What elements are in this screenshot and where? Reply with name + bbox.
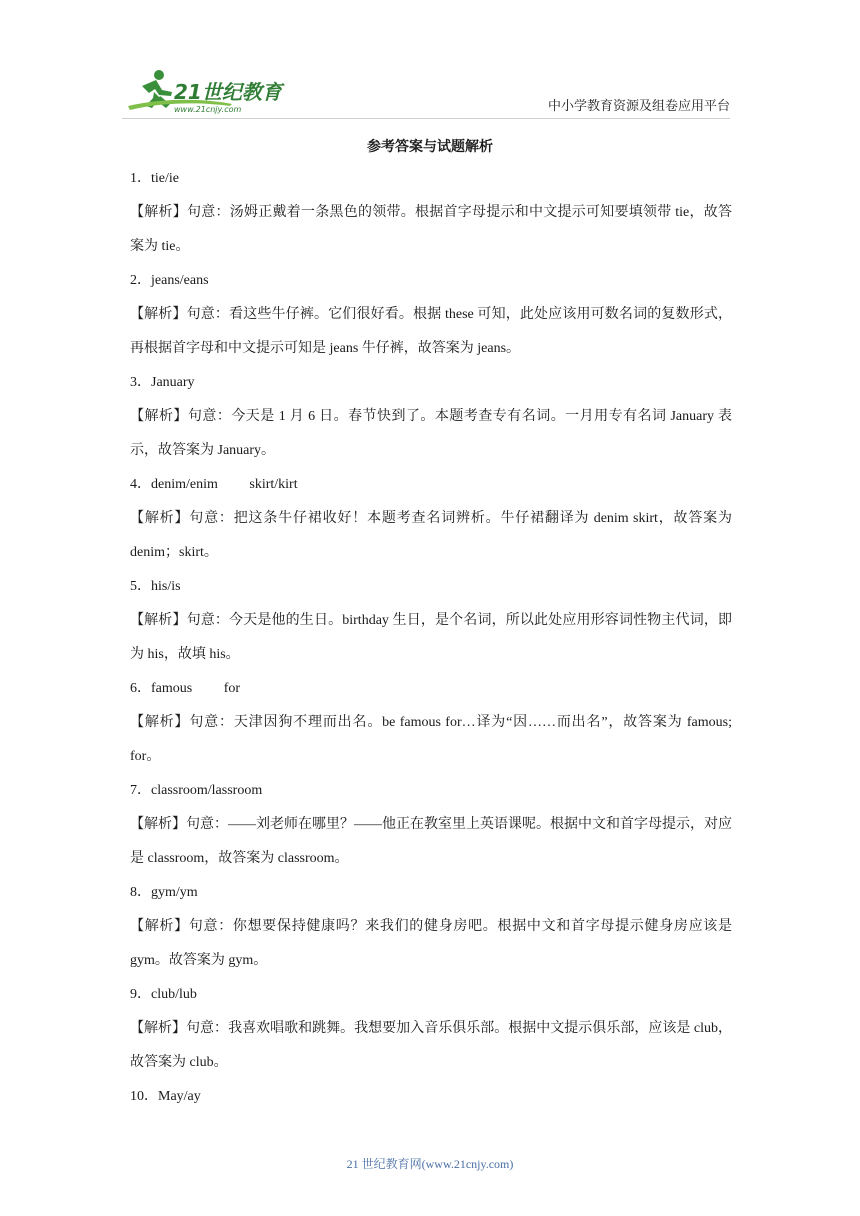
- explanation: 【解析】句意：天津因狗不理而出名。be famous for…译为“因……而出名”，故答案为 famous; for。: [130, 715, 732, 764]
- answer-key: 1．tie/ie: [130, 171, 179, 186]
- answer-item: [130, 264, 732, 366]
- platform-name: 中小学教育资源及组卷应用平台: [547, 99, 730, 114]
- answer-key: 3．January: [130, 375, 195, 390]
- svg-text:www.21cnjy.com: www.21cnjy.com: [174, 105, 242, 114]
- answer-key: 8．gym/ym: [130, 885, 198, 900]
- answer-key: 9．club/lub: [130, 987, 197, 1002]
- answer-key: 10．May/ay: [130, 1089, 201, 1104]
- answer-item: [130, 978, 732, 1080]
- answer-item: [130, 672, 732, 774]
- answer-list: [130, 162, 732, 1114]
- explanation: 【解析】句意：——刘老师在哪里？——他正在教室里上英语课呢。根据中文和首字母提示，对应是 classroom，故答案为 classroom。: [130, 817, 732, 866]
- explanation: 【解析】句意：你想要保持健康吗？来我们的健身房吧。根据中文和首字母提示健身房应该是 gym。故答案为 gym。: [130, 919, 732, 968]
- explanation: 【解析】句意：汤姆正戴着一条黑色的领带。根据首字母提示和中文提示可知要填领带 tie，故答案为 tie。: [130, 205, 732, 254]
- page-title: 参考答案与试题解析: [367, 139, 493, 155]
- answer-item: [130, 162, 732, 264]
- answer-key: 4．denim/enim skirt/kirt: [130, 477, 298, 492]
- explanation: 【解析】句意：今天是他的生日。birthday 生日，是个名词，所以此处应用形容词性物主代词，即为 his，故填 his。: [130, 613, 732, 662]
- answer-item: [130, 774, 732, 876]
- explanation: 【解析】句意：今天是 1 月 6 日。春节快到了。本题考查专有名词。一月用专有名词 January 表示，故答案为 January。: [130, 409, 732, 458]
- answer-item: [130, 366, 732, 468]
- answer-key: 2．jeans/eans: [130, 273, 209, 288]
- svg-text:21世纪教育: 21世纪教育: [174, 80, 282, 104]
- header-divider: [122, 118, 730, 119]
- answer-item: [130, 876, 732, 978]
- explanation: 【解析】句意：我喜欢唱歌和跳舞。我想要加入音乐俱乐部。根据中文提示俱乐部，应该是 club，故答案为 club。: [130, 1021, 732, 1070]
- answer-item: [130, 1080, 732, 1114]
- answer-item: [130, 468, 732, 570]
- site-logo: [122, 68, 292, 116]
- explanation: 【解析】句意：看这些牛仔裤。它们很好看。根据 these 可知，此处应该用可数名词的复数形式，再根据首字母和中文提示可知是 jeans 牛仔裤，故答案为 jeans。: [130, 307, 732, 356]
- answer-key: 5．his/is: [130, 579, 181, 594]
- answer-key: 6．famous for: [130, 681, 241, 696]
- page-header: [0, 0, 860, 124]
- answer-item: [130, 570, 732, 672]
- page-footer: 21 世纪教育网(www.21cnjy.com): [346, 1157, 514, 1171]
- explanation: 【解析】句意：把这条牛仔裙收好！本题考查名词辨析。牛仔裙翻译为 denim skirt，故答案为 denim；skirt。: [130, 511, 732, 560]
- answer-key: 7．classroom/lassroom: [130, 783, 263, 798]
